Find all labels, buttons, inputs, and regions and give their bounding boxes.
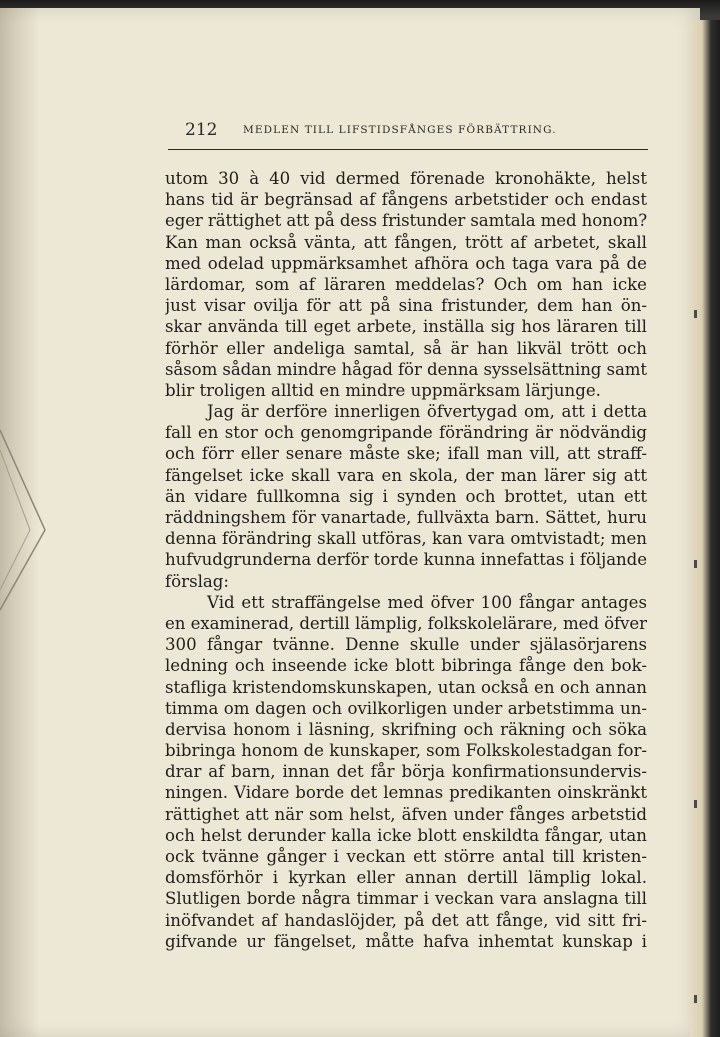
text-line: ningen. Vidare borde det lemnas predikanten oinskränkt bbox=[165, 783, 647, 803]
text-line: timma om dagen och ovilkorligen under arbetstimma un- bbox=[165, 698, 647, 718]
text-line: just visar ovilja för att på sina fristunder, dem han ön- bbox=[165, 296, 647, 316]
paragraph bbox=[165, 168, 647, 401]
margin-mark bbox=[694, 560, 697, 568]
text-line: utom 30 à 40 vid dermed förenade kronohäkte, helst bbox=[165, 169, 647, 188]
text-line: ock tvänne gånger i veckan ett större antal till kristen- bbox=[165, 847, 647, 866]
paragraph bbox=[165, 592, 647, 952]
text-line: hufvudgrunderna derför torde kunna innefattas i följande bbox=[165, 550, 647, 570]
text-line: lärdomar, som af läraren meddelas? Och om han icke bbox=[165, 274, 647, 294]
page-edge bbox=[690, 20, 720, 1037]
text-line: rättighet att när som helst, äfven under fånges arbetstid bbox=[165, 804, 647, 824]
text-line: drar af barn, innan det får börja konfirmationsundervis- bbox=[165, 762, 647, 782]
text-line: dervisa honom i läsning, skrifning och räkning och söka bbox=[165, 719, 647, 739]
text-line: domsförhör i kyrkan eller annan dertill lämplig lokal. bbox=[165, 868, 647, 888]
running-title: MEDLEN TILL LIFSTIDSFÅNGES FÖRBÄTTRING. bbox=[243, 124, 557, 136]
text-line: hans tid är begränsad af fångens arbetstider och endast bbox=[165, 190, 647, 210]
text-line: än vidare fullkomna sig i synden och brottet, utan ett bbox=[165, 486, 647, 506]
margin-mark bbox=[694, 310, 697, 318]
text-line: bibringa honom de kunskaper, som Folkskolestadgan for- bbox=[165, 741, 647, 761]
running-header bbox=[168, 120, 648, 146]
text-line: förhör eller andeliga samtal, så är han likväl trött och bbox=[165, 338, 647, 358]
text-line: ledning och inseende icke blott bibringa fånge den bok- bbox=[165, 656, 647, 676]
body-text bbox=[165, 168, 647, 952]
page-fold-mark bbox=[0, 420, 80, 620]
margin-mark bbox=[694, 995, 697, 1003]
paragraph bbox=[165, 401, 647, 592]
text-line: inöfvandet af handaslöjder, på det att fånge, vid sitt fri- bbox=[165, 910, 647, 930]
text-line: räddningshem för vanartade, fullväxta barn. Sättet, huru bbox=[165, 508, 647, 527]
text-line: Vid ett straffängelse med öfver 100 fångar antages bbox=[207, 592, 647, 612]
text-line: stafliga kristendomskunskapen, utan också en och annan bbox=[165, 677, 647, 697]
text-line: en examinerad, dertill lämplig, folkskolelärare, med öfver bbox=[165, 613, 647, 633]
text-line: förslag: bbox=[165, 571, 229, 591]
text-line: Kan man också vänta, att fången, trött af arbetet, skall bbox=[165, 232, 647, 252]
text-line: eger rättighet att på dess fristunder samtala med honom? bbox=[165, 211, 647, 231]
text-line: och helst derunder kalla icke blott enskildta fångar, utan bbox=[165, 825, 647, 845]
text-line: och förr eller senare måste ske; ifall man vill, att straff- bbox=[165, 444, 647, 464]
page-number: 212 bbox=[185, 120, 218, 140]
text-line: såsom sådan mindre hågad för denna sysselsättning samt bbox=[165, 359, 647, 379]
text-line: gifvande ur fängelset, måtte hafva inhemtat kunskap i bbox=[165, 931, 647, 951]
text-line: fall en stor och genomgripande förändring är nödvändig bbox=[165, 423, 647, 443]
header-rule bbox=[168, 149, 648, 150]
margin-mark bbox=[694, 800, 697, 808]
text-line: denna förändring skall utföras, kan vara omtvistadt; men bbox=[165, 529, 647, 549]
text-line: fängelset icke skall vara en skola, der man lärer sig att bbox=[165, 465, 647, 485]
text-line: Slutligen borde några timmar i veckan vara anslagna till bbox=[165, 889, 647, 909]
text-line: 300 fångar tvänne. Denne skulle under själasörjarens bbox=[165, 635, 647, 655]
text-line: med odelad uppmärksamhet afhöra och taga vara på de bbox=[165, 253, 647, 273]
text-line: skar använda till eget arbete, inställa sig hos läraren till bbox=[165, 317, 647, 337]
text-line: Jag är derföre innerligen öfvertygad om, att i detta bbox=[207, 402, 647, 422]
text-line: blir troligen alltid en mindre uppmärksam lärjunge. bbox=[165, 380, 601, 400]
